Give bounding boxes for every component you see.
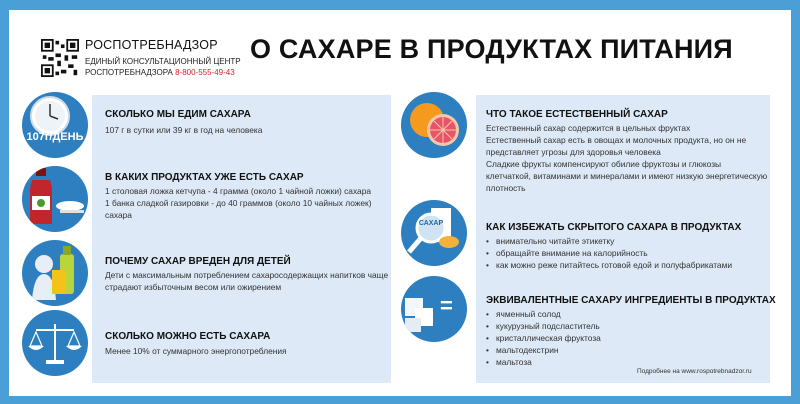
list-item: • кукурузный подсластитель: [486, 321, 600, 331]
section-text: плотность: [486, 183, 526, 193]
footer-link[interactable]: Подробнее на www.rospotrebnadzor.ru: [637, 368, 752, 375]
section-text: сахара: [105, 210, 132, 220]
list-item: • кристаллическая фруктоза: [486, 333, 601, 343]
clock-badge: 107г/ДЕНЬ: [26, 131, 84, 143]
section-text: представляет угрозы для здоровья человека: [486, 147, 661, 157]
section-text: страдают избыточным весом или ожирением: [105, 282, 282, 292]
section-text: Естественный сахар есть в овощах и молочных продукта, но он не: [486, 135, 747, 145]
children-drinks-icon: [22, 240, 88, 306]
consult-center-name: РОСПОТРЕБНАДЗОРА: [85, 68, 173, 77]
section-heading: ПОЧЕМУ САХАР ВРЕДЕН ДЛЯ ДЕТЕЙ: [105, 256, 291, 267]
section-text: Дети с максимальным потреблением сахаросодержащих напитков чаще: [105, 270, 389, 280]
qr-code-icon: [41, 39, 79, 77]
list-item: • мальтодекстрин: [486, 345, 559, 355]
section-heading: ЧТО ТАКОЕ ЕСТЕСТВЕННЫЙ САХАР: [486, 109, 668, 120]
list-item: • обращайте внимание на калорийность: [486, 248, 648, 258]
hotline-phone: 8-800-555-49-43: [175, 68, 235, 77]
section-text: Менее 10% от суммарного энергопотребления: [105, 346, 287, 356]
section-text: Естественный сахар содержится в цельных фруктах: [486, 123, 691, 133]
clock-icon: [22, 92, 88, 158]
section-text: 1 столовая ложка кетчупа - 4 грамма (около 1 чайной ложки) сахара: [105, 186, 372, 196]
sugar-cubes-icon: [401, 276, 467, 342]
magnifier-icon: [401, 200, 467, 266]
section-heading: В КАКИХ ПРОДУКТАХ УЖЕ ЕСТЬ САХАР: [105, 172, 304, 183]
equals-sign: =: [440, 293, 453, 318]
section-harm-for-children: [105, 256, 390, 293]
list-item: • мальтоза: [486, 357, 532, 367]
consult-center-contact: [85, 68, 235, 77]
section-avoid-hidden-sugar: [486, 222, 768, 271]
section-heading: КАК ИЗБЕЖАТЬ СКРЫТОГО САХАРА В ПРОДУКТАХ: [486, 222, 742, 233]
section-allowed-sugar: [105, 331, 385, 357]
section-sugar-equivalents: [486, 295, 776, 368]
section-heading: ЭКВИВАЛЕНТНЫЕ САХАРУ ИНГРЕДИЕНТЫ В ПРОДУКТАХ: [486, 295, 776, 306]
section-products-with-sugar: [105, 172, 390, 221]
org-name: РОСПОТРЕБНАДЗОР: [85, 38, 218, 52]
page-title: О САХАРЕ В ПРОДУКТАХ ПИТАНИЯ: [250, 34, 733, 64]
section-heading: СКОЛЬКО МЫ ЕДИМ САХАРА: [105, 109, 251, 120]
section-natural-sugar: [486, 109, 768, 194]
magnifier-label: САХАР: [418, 220, 444, 227]
list-item: • как можно реже питайтесь готовой едой и полуфабрикатами: [486, 260, 733, 270]
section-sugar-consumption: [105, 109, 385, 136]
ketchup-icon: [22, 166, 88, 232]
section-text: Сладкие фрукты компенсируют обилие фруктозы и глюкозы: [486, 159, 722, 169]
section-text: 107 г в сутки или 39 кг в год на человека: [105, 125, 263, 135]
section-text: 1 банка сладкой газировки - до 40 граммов (около 10 чайных ложек): [105, 198, 372, 208]
grapefruit-icon: [401, 92, 467, 158]
list-item: • внимательно читайте этикетку: [486, 236, 615, 246]
list-item: • ячменный солод: [486, 309, 561, 319]
consult-center-line: ЕДИНЫЙ КОНСУЛЬТАЦИОННЫЙ ЦЕНТР: [85, 57, 241, 66]
scales-icon: [22, 310, 88, 376]
section-text: клетчаткой, витаминами и минералами и имеют низкую энергетическую: [486, 171, 768, 181]
section-heading: СКОЛЬКО МОЖНО ЕСТЬ САХАРА: [105, 331, 271, 342]
